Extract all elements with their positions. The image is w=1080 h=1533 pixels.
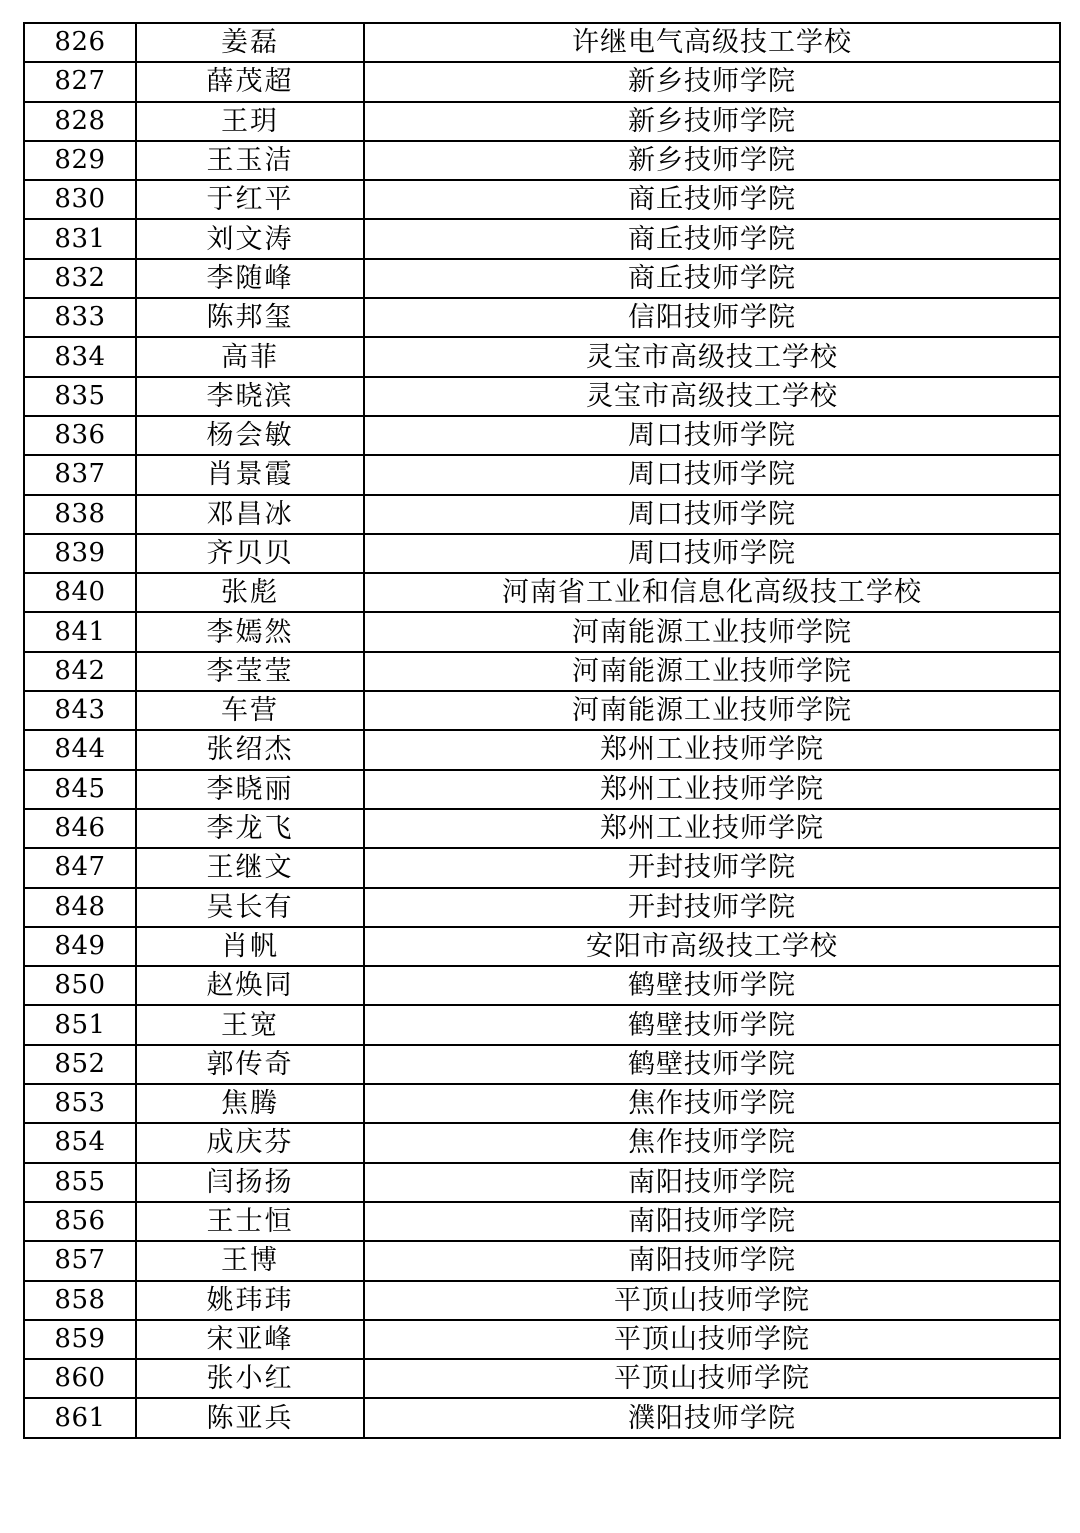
- table-row: [24, 495, 1060, 534]
- person-name: 肖景霞: [136, 455, 364, 494]
- row-number: 854: [24, 1123, 136, 1162]
- table-row: [24, 888, 1060, 927]
- school-name: 信阳技师学院: [364, 298, 1060, 337]
- table-row: [24, 180, 1060, 219]
- person-name: 姜磊: [136, 23, 364, 62]
- person-name: 李晓丽: [136, 770, 364, 809]
- table-row: [24, 612, 1060, 651]
- school-name: 南阳技师学院: [364, 1202, 1060, 1241]
- school-name: 安阳市高级技工学校: [364, 927, 1060, 966]
- table-row: [24, 259, 1060, 298]
- table-row: [24, 1241, 1060, 1280]
- row-number: 830: [24, 180, 136, 219]
- row-number: 834: [24, 337, 136, 376]
- table-row: [24, 573, 1060, 612]
- table-row: [24, 730, 1060, 769]
- roster-body: [24, 23, 1060, 1438]
- person-name: 王玉洁: [136, 141, 364, 180]
- person-name: 齐贝贝: [136, 534, 364, 573]
- person-name: 李随峰: [136, 259, 364, 298]
- school-name: 焦作技师学院: [364, 1123, 1060, 1162]
- person-name: 王玥: [136, 102, 364, 141]
- row-number: 836: [24, 416, 136, 455]
- row-number: 860: [24, 1359, 136, 1398]
- table-row: [24, 1123, 1060, 1162]
- school-name: 郑州工业技师学院: [364, 809, 1060, 848]
- school-name: 河南能源工业技师学院: [364, 652, 1060, 691]
- row-number: 852: [24, 1045, 136, 1084]
- school-name: 鹤壁技师学院: [364, 966, 1060, 1005]
- person-name: 刘文涛: [136, 219, 364, 258]
- table-row: [24, 534, 1060, 573]
- row-number: 842: [24, 652, 136, 691]
- row-number: 846: [24, 809, 136, 848]
- table-row: [24, 377, 1060, 416]
- row-number: 832: [24, 259, 136, 298]
- school-name: 新乡技师学院: [364, 62, 1060, 101]
- school-name: 郑州工业技师学院: [364, 730, 1060, 769]
- person-name: 赵焕同: [136, 966, 364, 1005]
- row-number: 841: [24, 612, 136, 651]
- school-name: 南阳技师学院: [364, 1163, 1060, 1202]
- roster-table: [23, 22, 1061, 1439]
- school-name: 商丘技师学院: [364, 259, 1060, 298]
- row-number: 851: [24, 1005, 136, 1044]
- table-row: [24, 1005, 1060, 1044]
- person-name: 王博: [136, 1241, 364, 1280]
- row-number: 843: [24, 691, 136, 730]
- school-name: 濮阳技师学院: [364, 1398, 1060, 1437]
- row-number: 826: [24, 23, 136, 62]
- person-name: 张小红: [136, 1359, 364, 1398]
- school-name: 河南能源工业技师学院: [364, 691, 1060, 730]
- person-name: 宋亚峰: [136, 1320, 364, 1359]
- person-name: 李龙飞: [136, 809, 364, 848]
- row-number: 847: [24, 848, 136, 887]
- row-number: 840: [24, 573, 136, 612]
- row-number: 829: [24, 141, 136, 180]
- school-name: 平顶山技师学院: [364, 1281, 1060, 1320]
- table-row: [24, 1320, 1060, 1359]
- person-name: 李莹莹: [136, 652, 364, 691]
- table-row: [24, 691, 1060, 730]
- school-name: 河南省工业和信息化高级技工学校: [364, 573, 1060, 612]
- row-number: 858: [24, 1281, 136, 1320]
- person-name: 王士恒: [136, 1202, 364, 1241]
- person-name: 王继文: [136, 848, 364, 887]
- school-name: 周口技师学院: [364, 495, 1060, 534]
- person-name: 于红平: [136, 180, 364, 219]
- school-name: 灵宝市高级技工学校: [364, 337, 1060, 376]
- row-number: 828: [24, 102, 136, 141]
- person-name: 肖帆: [136, 927, 364, 966]
- school-name: 南阳技师学院: [364, 1241, 1060, 1280]
- person-name: 邓昌冰: [136, 495, 364, 534]
- school-name: 河南能源工业技师学院: [364, 612, 1060, 651]
- person-name: 成庆芬: [136, 1123, 364, 1162]
- table-row: [24, 770, 1060, 809]
- person-name: 杨会敏: [136, 416, 364, 455]
- school-name: 开封技师学院: [364, 888, 1060, 927]
- table-row: [24, 809, 1060, 848]
- row-number: 855: [24, 1163, 136, 1202]
- school-name: 周口技师学院: [364, 534, 1060, 573]
- table-row: [24, 652, 1060, 691]
- person-name: 李嫣然: [136, 612, 364, 651]
- person-name: 陈亚兵: [136, 1398, 364, 1437]
- row-number: 835: [24, 377, 136, 416]
- row-number: 845: [24, 770, 136, 809]
- table-row: [24, 1202, 1060, 1241]
- row-number: 837: [24, 455, 136, 494]
- row-number: 856: [24, 1202, 136, 1241]
- person-name: 闫扬扬: [136, 1163, 364, 1202]
- person-name: 焦腾: [136, 1084, 364, 1123]
- school-name: 郑州工业技师学院: [364, 770, 1060, 809]
- row-number: 833: [24, 298, 136, 337]
- school-name: 鹤壁技师学院: [364, 1045, 1060, 1084]
- school-name: 焦作技师学院: [364, 1084, 1060, 1123]
- row-number: 831: [24, 219, 136, 258]
- table-row: [24, 1045, 1060, 1084]
- school-name: 平顶山技师学院: [364, 1359, 1060, 1398]
- person-name: 姚玮玮: [136, 1281, 364, 1320]
- table-row: [24, 848, 1060, 887]
- row-number: 838: [24, 495, 136, 534]
- table-row: [24, 337, 1060, 376]
- school-name: 灵宝市高级技工学校: [364, 377, 1060, 416]
- school-name: 许继电气高级技工学校: [364, 23, 1060, 62]
- table-row: [24, 455, 1060, 494]
- row-number: 850: [24, 966, 136, 1005]
- table-row: [24, 1163, 1060, 1202]
- table-row: [24, 1398, 1060, 1437]
- table-row: [24, 1359, 1060, 1398]
- person-name: 张绍杰: [136, 730, 364, 769]
- person-name: 王宽: [136, 1005, 364, 1044]
- person-name: 高菲: [136, 337, 364, 376]
- row-number: 857: [24, 1241, 136, 1280]
- table-row: [24, 23, 1060, 62]
- table-row: [24, 927, 1060, 966]
- table-row: [24, 141, 1060, 180]
- table-row: [24, 102, 1060, 141]
- row-number: 849: [24, 927, 136, 966]
- row-number: 861: [24, 1398, 136, 1437]
- row-number: 844: [24, 730, 136, 769]
- table-row: [24, 1281, 1060, 1320]
- school-name: 商丘技师学院: [364, 219, 1060, 258]
- person-name: 李晓滨: [136, 377, 364, 416]
- table-row: [24, 219, 1060, 258]
- person-name: 车营: [136, 691, 364, 730]
- school-name: 商丘技师学院: [364, 180, 1060, 219]
- person-name: 张彪: [136, 573, 364, 612]
- school-name: 周口技师学院: [364, 416, 1060, 455]
- school-name: 新乡技师学院: [364, 102, 1060, 141]
- table-row: [24, 966, 1060, 1005]
- person-name: 郭传奇: [136, 1045, 364, 1084]
- person-name: 吴长有: [136, 888, 364, 927]
- person-name: 陈邦玺: [136, 298, 364, 337]
- school-name: 新乡技师学院: [364, 141, 1060, 180]
- school-name: 开封技师学院: [364, 848, 1060, 887]
- row-number: 853: [24, 1084, 136, 1123]
- row-number: 839: [24, 534, 136, 573]
- table-row: [24, 298, 1060, 337]
- school-name: 鹤壁技师学院: [364, 1005, 1060, 1044]
- school-name: 平顶山技师学院: [364, 1320, 1060, 1359]
- row-number: 859: [24, 1320, 136, 1359]
- row-number: 827: [24, 62, 136, 101]
- table-row: [24, 1084, 1060, 1123]
- person-name: 薛茂超: [136, 62, 364, 101]
- table-row: [24, 62, 1060, 101]
- row-number: 848: [24, 888, 136, 927]
- table-row: [24, 416, 1060, 455]
- school-name: 周口技师学院: [364, 455, 1060, 494]
